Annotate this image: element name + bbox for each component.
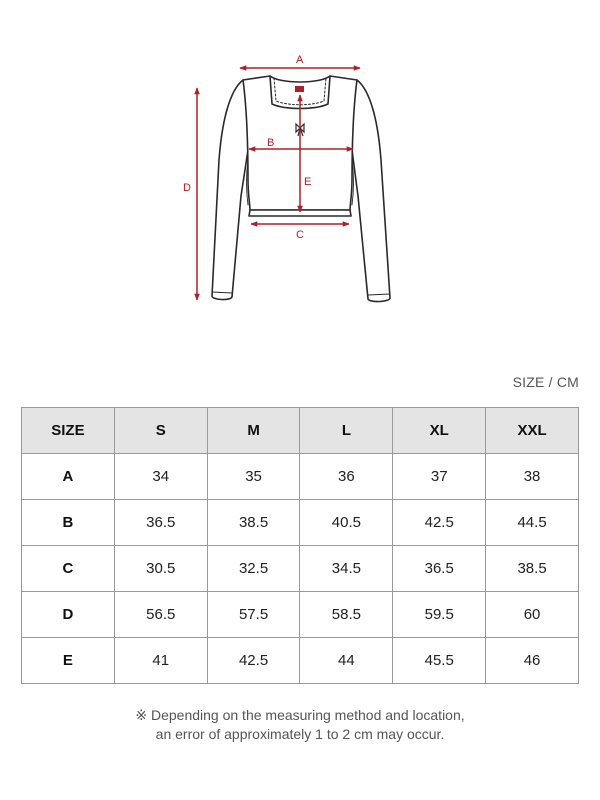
table-row: [22, 546, 579, 592]
row-key: D: [22, 592, 115, 638]
cell: 37: [393, 454, 486, 500]
cell: 40.5: [300, 500, 393, 546]
cell: 38.5: [207, 500, 300, 546]
row-key: A: [22, 454, 115, 500]
unit-label: SIZE / CM: [512, 374, 579, 390]
row-key: E: [22, 638, 115, 684]
header-l: L: [300, 408, 393, 454]
cell: 32.5: [207, 546, 300, 592]
cell: 35: [207, 454, 300, 500]
size-table: [21, 407, 579, 684]
header-s: S: [114, 408, 207, 454]
measure-label-a: A: [296, 54, 304, 66]
cell: 60: [486, 592, 579, 638]
cell: 57.5: [207, 592, 300, 638]
row-key: B: [22, 500, 115, 546]
cell: 58.5: [300, 592, 393, 638]
measure-label-b: B: [267, 137, 275, 149]
cell: 36.5: [114, 500, 207, 546]
table-row: [22, 454, 579, 500]
note-line-2: an error of approximately 1 to 2 cm may occur.: [155, 726, 445, 742]
cell: 45.5: [393, 638, 486, 684]
header-size: SIZE: [22, 408, 115, 454]
table-row: [22, 638, 579, 684]
row-key: C: [22, 546, 115, 592]
neck-label-icon: [295, 86, 304, 92]
cell: 42.5: [207, 638, 300, 684]
crop-top-illustration: [212, 76, 390, 302]
cell: 42.5: [393, 500, 486, 546]
header-m: M: [207, 408, 300, 454]
cell: 34.5: [300, 546, 393, 592]
header-xl: XL: [393, 408, 486, 454]
cell: 38.5: [486, 546, 579, 592]
header-xxl: XXL: [486, 408, 579, 454]
measure-label-e: E: [304, 176, 312, 188]
table-row: [22, 500, 579, 546]
table-row: [22, 592, 579, 638]
cell: 41: [114, 638, 207, 684]
measurement-note: [0, 706, 600, 744]
measure-label-c: C: [296, 229, 304, 241]
cell: 34: [114, 454, 207, 500]
cell: 38: [486, 454, 579, 500]
cell: 30.5: [114, 546, 207, 592]
cell: 36: [300, 454, 393, 500]
table-header-row: [22, 408, 579, 454]
cell: 44.5: [486, 500, 579, 546]
garment-measurement-diagram: [0, 0, 600, 330]
cell: 59.5: [393, 592, 486, 638]
note-line-1: ※ Depending on the measuring method and location,: [135, 707, 465, 723]
cell: 46: [486, 638, 579, 684]
cell: 56.5: [114, 592, 207, 638]
cell: 44: [300, 638, 393, 684]
measure-label-d: D: [183, 182, 191, 194]
cell: 36.5: [393, 546, 486, 592]
